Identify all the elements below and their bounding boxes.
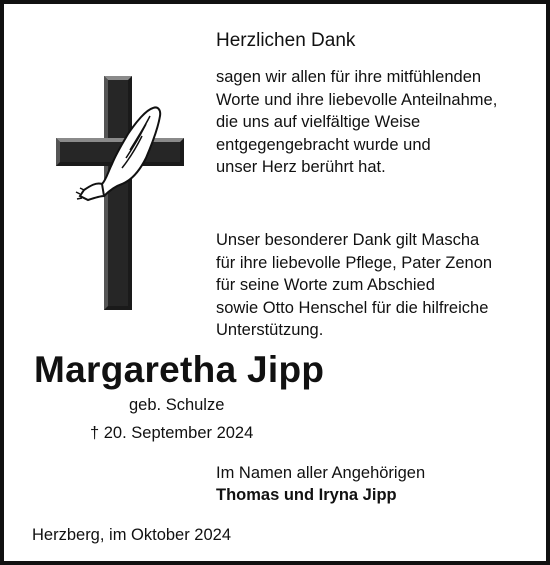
maiden-name: geb. Schulze <box>129 396 225 414</box>
deceased-name: Margaretha Jipp <box>34 349 325 390</box>
thanks-line: die uns auf vielfältige Weise <box>216 113 421 131</box>
special-thanks-line: Unterstützung. <box>216 321 324 339</box>
thanks-line: sagen wir allen für ihre mitfühlenden <box>216 68 482 86</box>
special-thanks-line: für seine Worte zum Abschied <box>216 276 435 294</box>
death-date: † 20. September 2024 <box>90 424 254 442</box>
thanks-paragraph <box>216 66 497 179</box>
place-and-date: Herzberg, im Oktober 2024 <box>32 526 232 544</box>
special-thanks-line: für ihre liebevolle Pflege, Pater Zenon <box>216 253 493 272</box>
family-names: Thomas und Iryna Jipp <box>216 486 397 504</box>
special-thanks-line: sowie Otto Henschel für die hilfreiche <box>216 298 489 317</box>
family-intro: Im Namen aller Angehörigen <box>216 464 426 482</box>
special-thanks-line: Unser besonderer Dank gilt Mascha <box>216 231 480 249</box>
thanks-line: entgegengebracht wurde und <box>216 135 431 154</box>
special-thanks-paragraph <box>216 229 492 342</box>
thanks-line: Worte und ihre liebevolle Anteilnahme, <box>216 90 498 109</box>
cross-with-praying-hands-icon <box>50 72 190 314</box>
thanks-heading: Herzlichen Dank <box>216 30 356 51</box>
thanks-line: unser Herz berührt hat. <box>216 158 386 176</box>
